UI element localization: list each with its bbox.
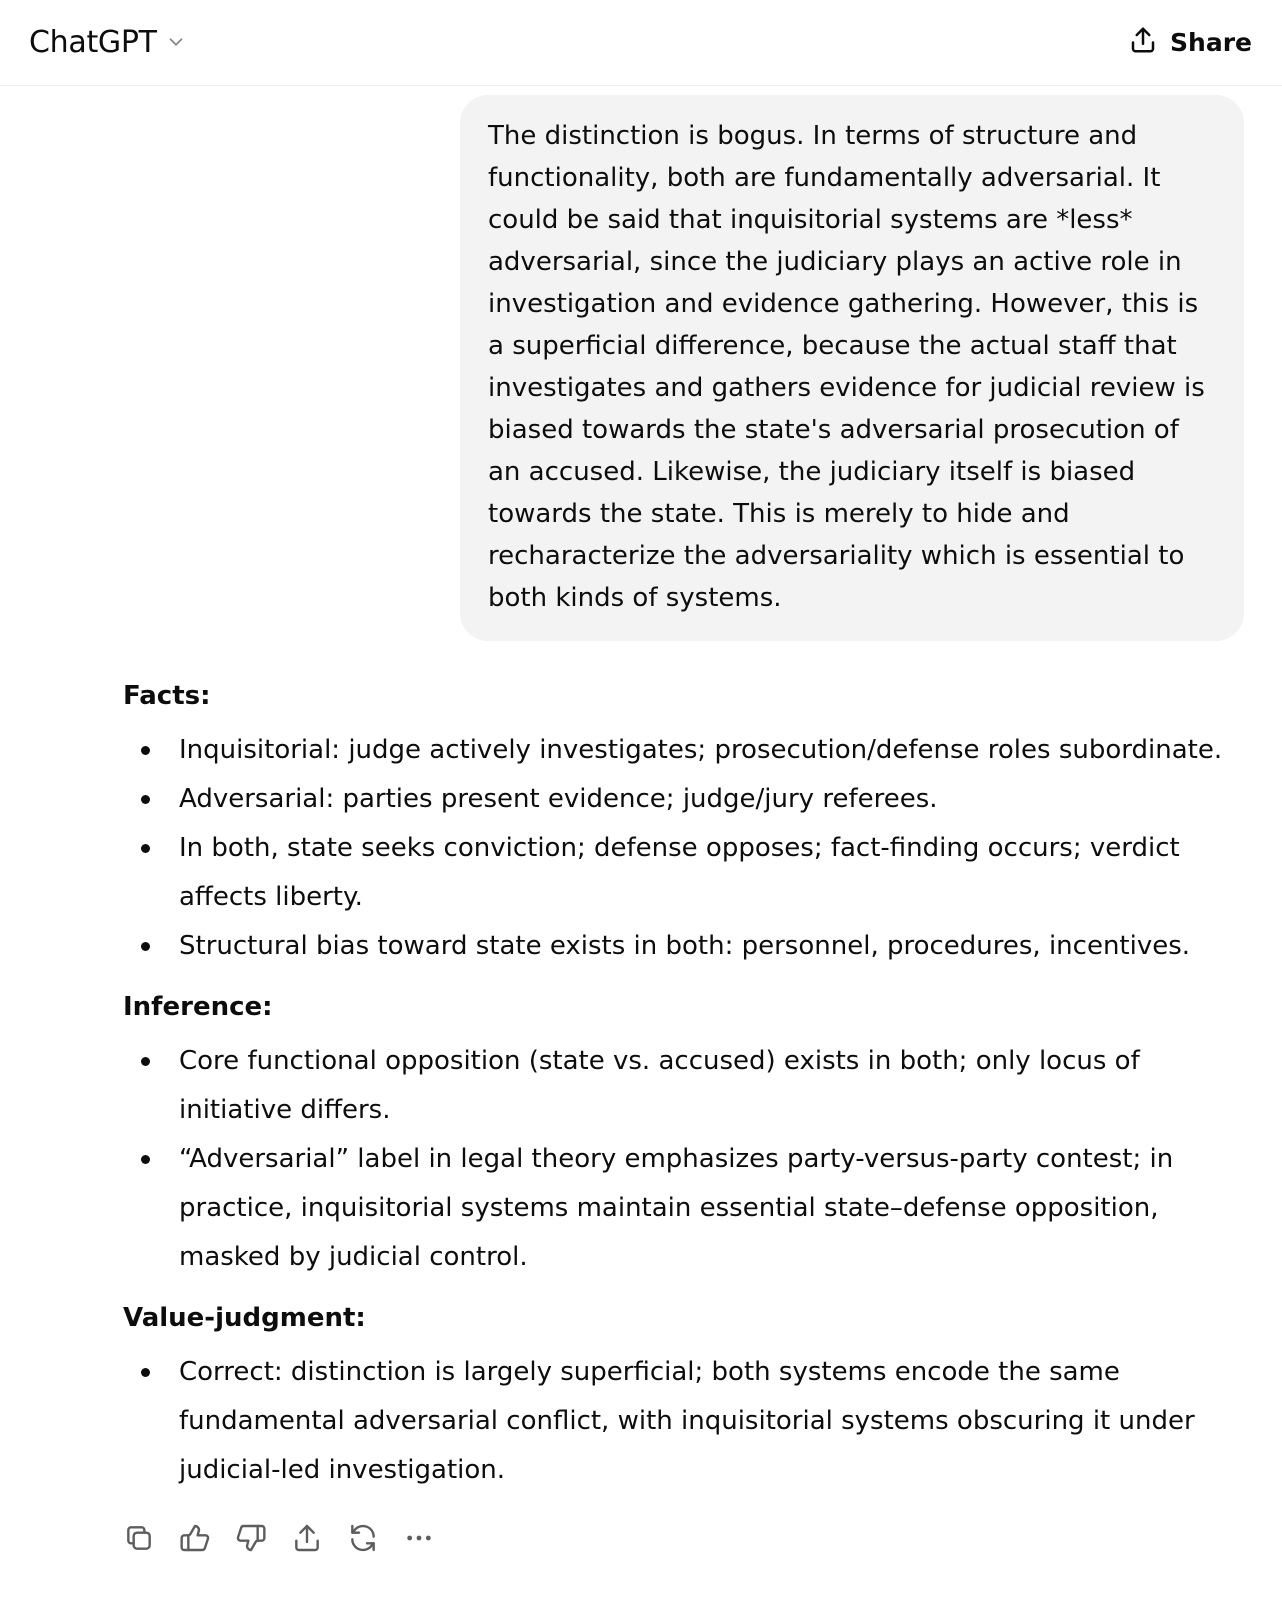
share-icon xyxy=(1128,25,1158,59)
thumbs-up-button[interactable] xyxy=(179,1518,235,1562)
user-message-text: The distinction is bogus. In terms of structure and functionality, both are fundamentally adversarial. It could be said that inquisitorial systems are *less* adversarial, since the judiciary plays an active role in investigation and evidence gathering. However, this is a superficial difference, because the actual staff that investigates and gathers evidence for judicial review is biased towards the state's adversarial prosecution of an accused. Likewise, the judiciary itself is biased towards the state. This is merely to hide and recharacterize the adversariality which is essential to both kinds of systems. xyxy=(488,121,1205,613)
copy-button[interactable] xyxy=(123,1518,179,1562)
top-bar xyxy=(0,0,1282,86)
regenerate-icon xyxy=(347,1522,379,1558)
list-item: “Adversarial” label in legal theory emphasizes party-versus-party contest; in practice, inquisitorial systems maintain essential state–defense opposition, masked by judicial control. xyxy=(123,1135,1233,1282)
user-message-bubble xyxy=(460,95,1244,641)
bullet-list xyxy=(123,1037,1233,1282)
share-icon xyxy=(291,1522,323,1558)
section-title: Facts: xyxy=(123,681,211,711)
assistant-message xyxy=(123,674,1233,1509)
section-value-judgment xyxy=(123,1296,1233,1495)
copy-icon xyxy=(123,1522,155,1558)
section-title: Value-judgment: xyxy=(123,1303,366,1333)
thumbs-down-button[interactable] xyxy=(235,1518,291,1562)
more-icon xyxy=(403,1522,435,1558)
section-title: Inference: xyxy=(123,992,273,1022)
thumbs-up-icon xyxy=(179,1522,211,1558)
list-item: In both, state seeks conviction; defense opposes; fact-finding occurs; verdict affects liberty. xyxy=(123,824,1233,922)
bullet-list xyxy=(123,726,1233,971)
list-item: Inquisitorial: judge actively investigates; prosecution/defense roles subordinate. xyxy=(123,726,1233,775)
share-button[interactable] xyxy=(1128,20,1252,64)
list-item: Adversarial: parties present evidence; judge/jury referees. xyxy=(123,775,1233,824)
message-actions xyxy=(123,1518,459,1562)
share-label: Share xyxy=(1170,27,1252,57)
section-inference xyxy=(123,985,1233,1282)
model-name: ChatGPT xyxy=(29,24,157,60)
share-message-button[interactable] xyxy=(291,1518,347,1562)
list-item: Structural bias toward state exists in both: personnel, procedures, incentives. xyxy=(123,922,1233,971)
more-button[interactable] xyxy=(403,1518,459,1562)
bullet-list xyxy=(123,1348,1233,1495)
model-switcher[interactable] xyxy=(29,20,187,64)
list-item: Core functional opposition (state vs. accused) exists in both; only locus of initiative differs. xyxy=(123,1037,1233,1135)
thumbs-down-icon xyxy=(235,1522,267,1558)
chevron-down-icon xyxy=(165,31,187,53)
list-item: Correct: distinction is largely superficial; both systems encode the same fundamental adversarial conflict, with inquisitorial systems obscuring it under judicial-led investigation. xyxy=(123,1348,1233,1495)
section-facts xyxy=(123,674,1233,971)
regenerate-button[interactable] xyxy=(347,1518,403,1562)
